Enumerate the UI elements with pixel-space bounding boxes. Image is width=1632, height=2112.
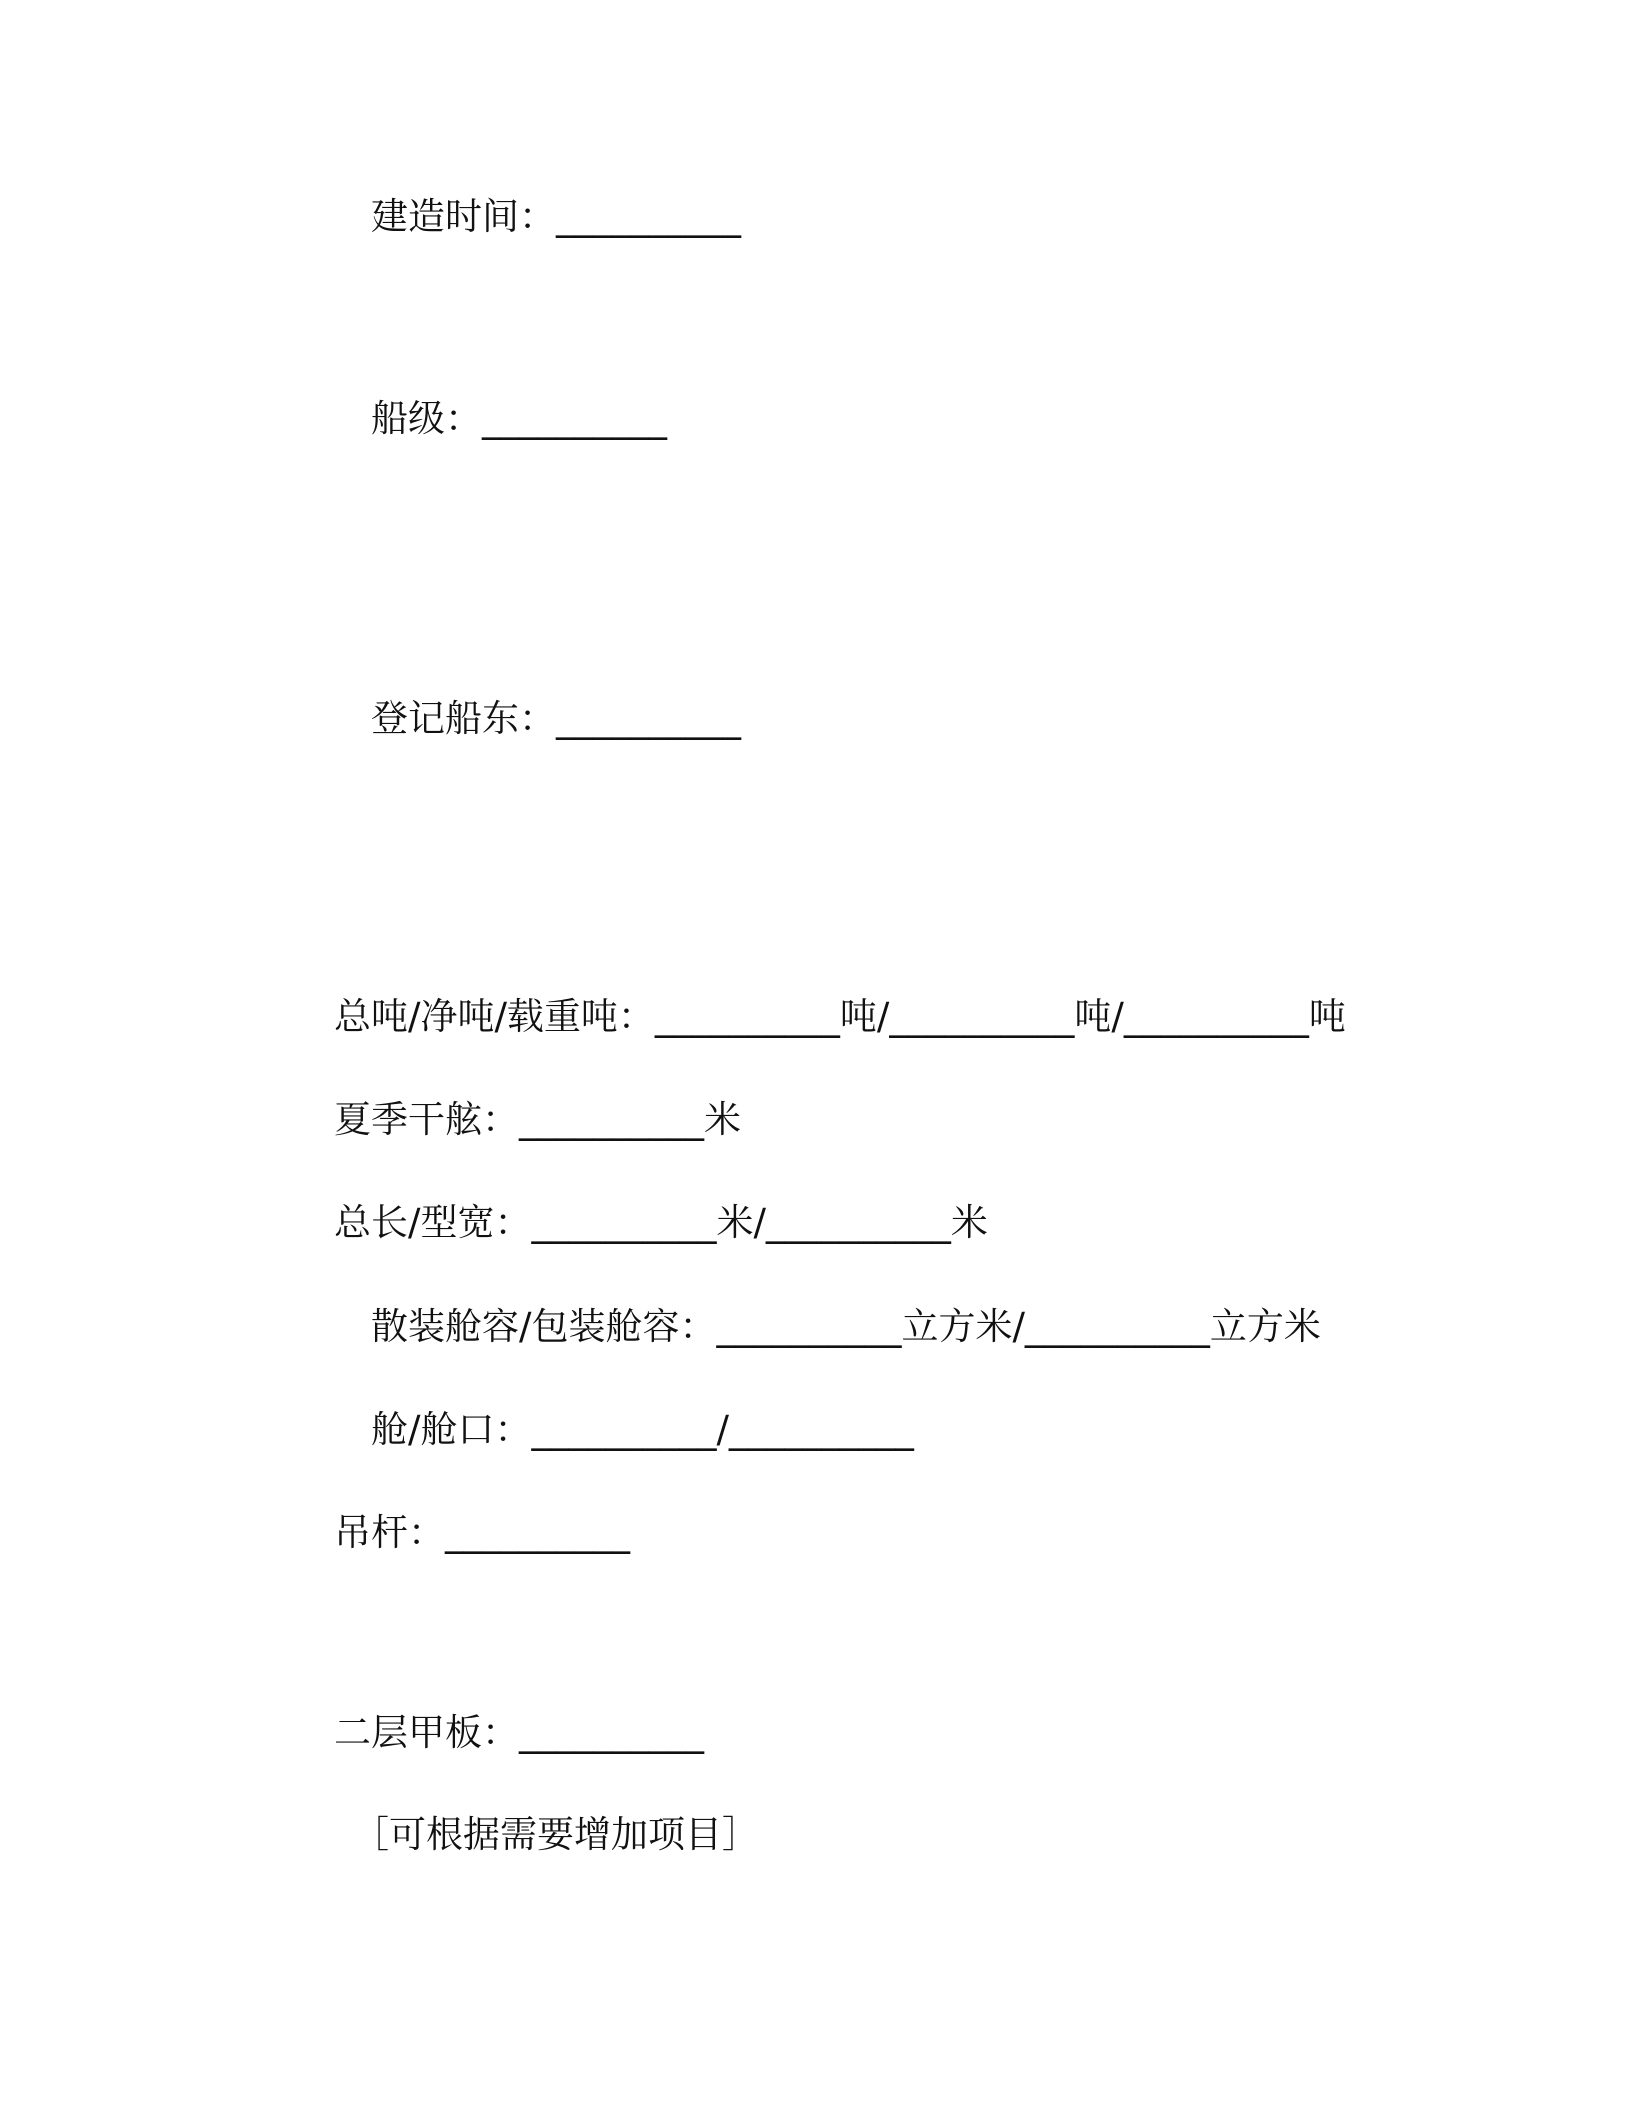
length-breadth-line: 总长/型宽：__________米/__________米 [334,1201,988,1244]
additional-items-note: ［可根据需要增加项目］ [352,1813,759,1856]
derricks-line: 吊杆：__________ [334,1511,630,1554]
summer-freeboard-line: 夏季干舷：__________米 [334,1098,741,1141]
build-date-line: 建造时间：__________ [371,195,741,238]
tonnage-line: 总吨/净吨/载重吨：__________吨/__________吨/__________吨 [334,995,1346,1038]
holds-hatches-line: 舱/舱口：__________/__________ [371,1408,914,1451]
cargo-capacity-line: 散装舱容/包装舱容：__________立方米/__________立方米 [371,1305,1321,1348]
registered-owner-line: 登记船东：__________ [371,697,741,740]
tween-deck-line: 二层甲板：__________ [334,1711,704,1754]
ship-class-line: 船级：__________ [371,397,667,440]
